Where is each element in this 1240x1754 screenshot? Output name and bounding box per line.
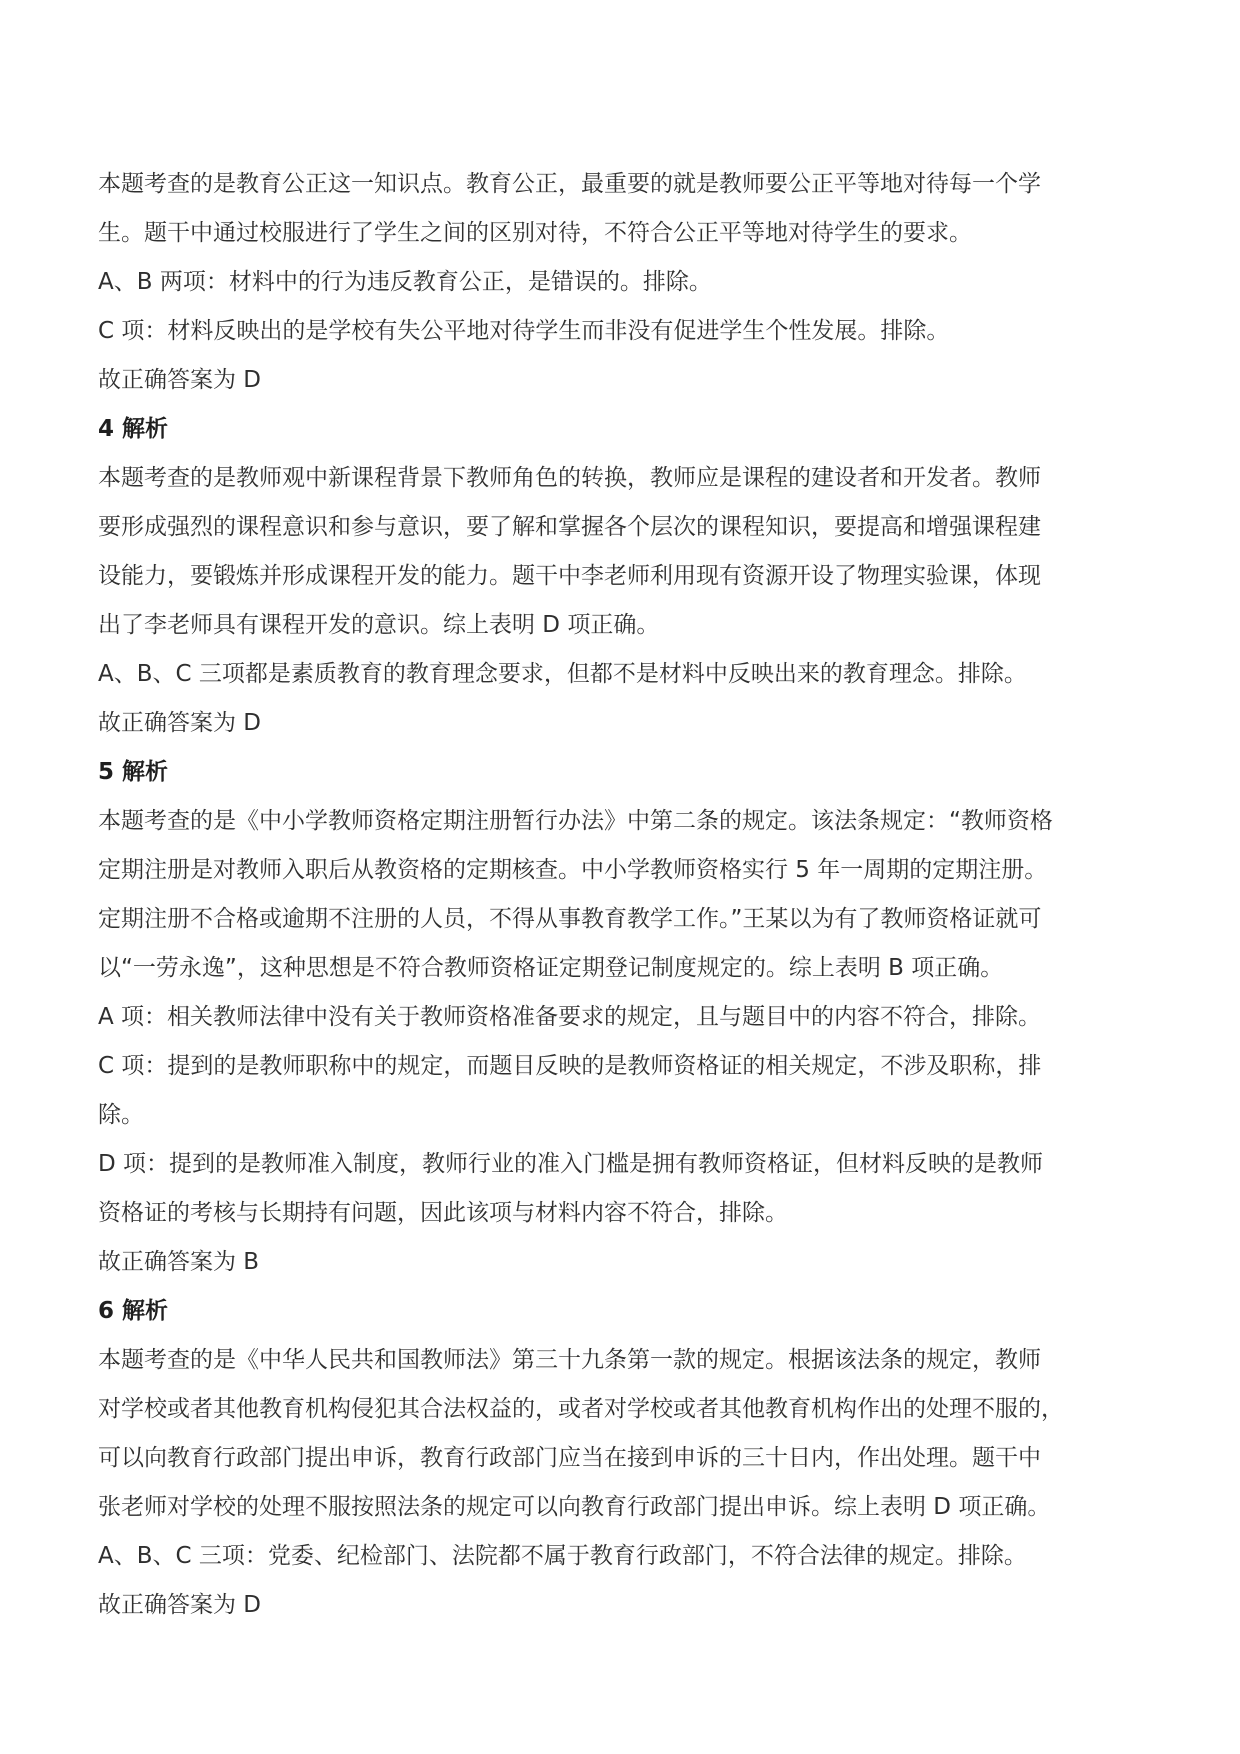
paragraph-line: 设能力，要锻炼并形成课程开发的能力。题干中李老师利用现有资源开设了物理实验课，体现 <box>98 563 1041 589</box>
document-page <box>98 160 1158 1630</box>
option-explanation-line: A 项：相关教师法律中没有关于教师资格准备要求的规定，且与题目中的内容不符合，排除。 <box>98 1004 1042 1030</box>
option-explanation-line: A、B、C 三项：党委、纪检部门、法院都不属于教育行政部门，不符合法律的规定。排除。 <box>98 1543 1027 1569</box>
paragraph-line: 定期注册是对教师入职后从教资格的定期核查。中小学教师资格实行 5 年一周期的定期注册。 <box>98 857 1048 883</box>
paragraph-line: 本题考查的是《中小学教师资格定期注册暂行办法》中第二条的规定。该法条规定：“教师资格 <box>98 808 1053 834</box>
paragraph-line: 生。题干中通过校服进行了学生之间的区别对待，不符合公正平等地对待学生的要求。 <box>98 220 972 246</box>
answer-line: 故正确答案为 D <box>98 710 262 736</box>
paragraph-line: 要形成强烈的课程意识和参与意识，要了解和掌握各个层次的课程知识，要提高和增强课程建 <box>98 514 1041 540</box>
section-heading: 4 解析 <box>98 416 169 442</box>
option-explanation-line: D 项：提到的是教师准入制度，教师行业的准入门槛是拥有教师资格证，但材料反映的是教师 <box>98 1151 1044 1177</box>
paragraph-line: 出了李老师具有课程开发的意识。综上表明 D 项正确。 <box>98 612 660 638</box>
paragraph-line: 可以向教育行政部门提出申诉，教育行政部门应当在接到申诉的三十日内，作出处理。题干中 <box>98 1445 1041 1471</box>
paragraph-line: 本题考查的是教育公正这一知识点。教育公正，最重要的就是教师要公正平等地对待每一个学 <box>98 171 1041 197</box>
answer-line: 故正确答案为 B <box>98 1249 260 1275</box>
option-explanation-line: A、B 两项：材料中的行为违反教育公正，是错误的。排除。 <box>98 269 712 295</box>
paragraph-line: 以“一劳永逸”，这种思想是不符合教师资格证定期登记制度规定的。综上表明 B 项正确。 <box>98 955 1004 981</box>
paragraph-line: 定期注册不合格或逾期不注册的人员，不得从事教育教学工作。”王某以为有了教师资格证就可 <box>98 906 1042 932</box>
paragraph-line: 本题考查的是《中华人民共和国教师法》第三十九条第一款的规定。根据该法条的规定，教师 <box>98 1347 1041 1373</box>
paragraph-line: 张老师对学校的处理不服按照法条的规定可以向教育行政部门提出申诉。综上表明 D 项正确。 <box>98 1494 1051 1520</box>
answer-line: 故正确答案为 D <box>98 1592 262 1618</box>
option-explanation-line: 资格证的考核与长期持有问题，因此该项与材料内容不符合，排除。 <box>98 1200 788 1226</box>
option-explanation-line: A、B、C 三项都是素质教育的教育理念要求，但都不是材料中反映出来的教育理念。排除。 <box>98 661 1027 687</box>
paragraph-line: 对学校或者其他教育机构侵犯其合法权益的，或者对学校或者其他教育机构作出的处理不服的， <box>98 1396 1064 1422</box>
option-explanation-line: C 项：材料反映出的是学校有失公平地对待学生而非没有促进学生个性发展。排除。 <box>98 318 950 344</box>
section-heading: 5 解析 <box>98 759 169 785</box>
answer-line: 故正确答案为 D <box>98 367 262 393</box>
paragraph-line: 本题考查的是教师观中新课程背景下教师角色的转换，教师应是课程的建设者和开发者。教师 <box>98 465 1041 491</box>
section-heading: 6 解析 <box>98 1298 169 1324</box>
option-explanation-line: C 项：提到的是教师职称中的规定，而题目反映的是教师资格证的相关规定，不涉及职称，排 <box>98 1053 1042 1079</box>
option-explanation-line: 除。 <box>98 1102 144 1128</box>
